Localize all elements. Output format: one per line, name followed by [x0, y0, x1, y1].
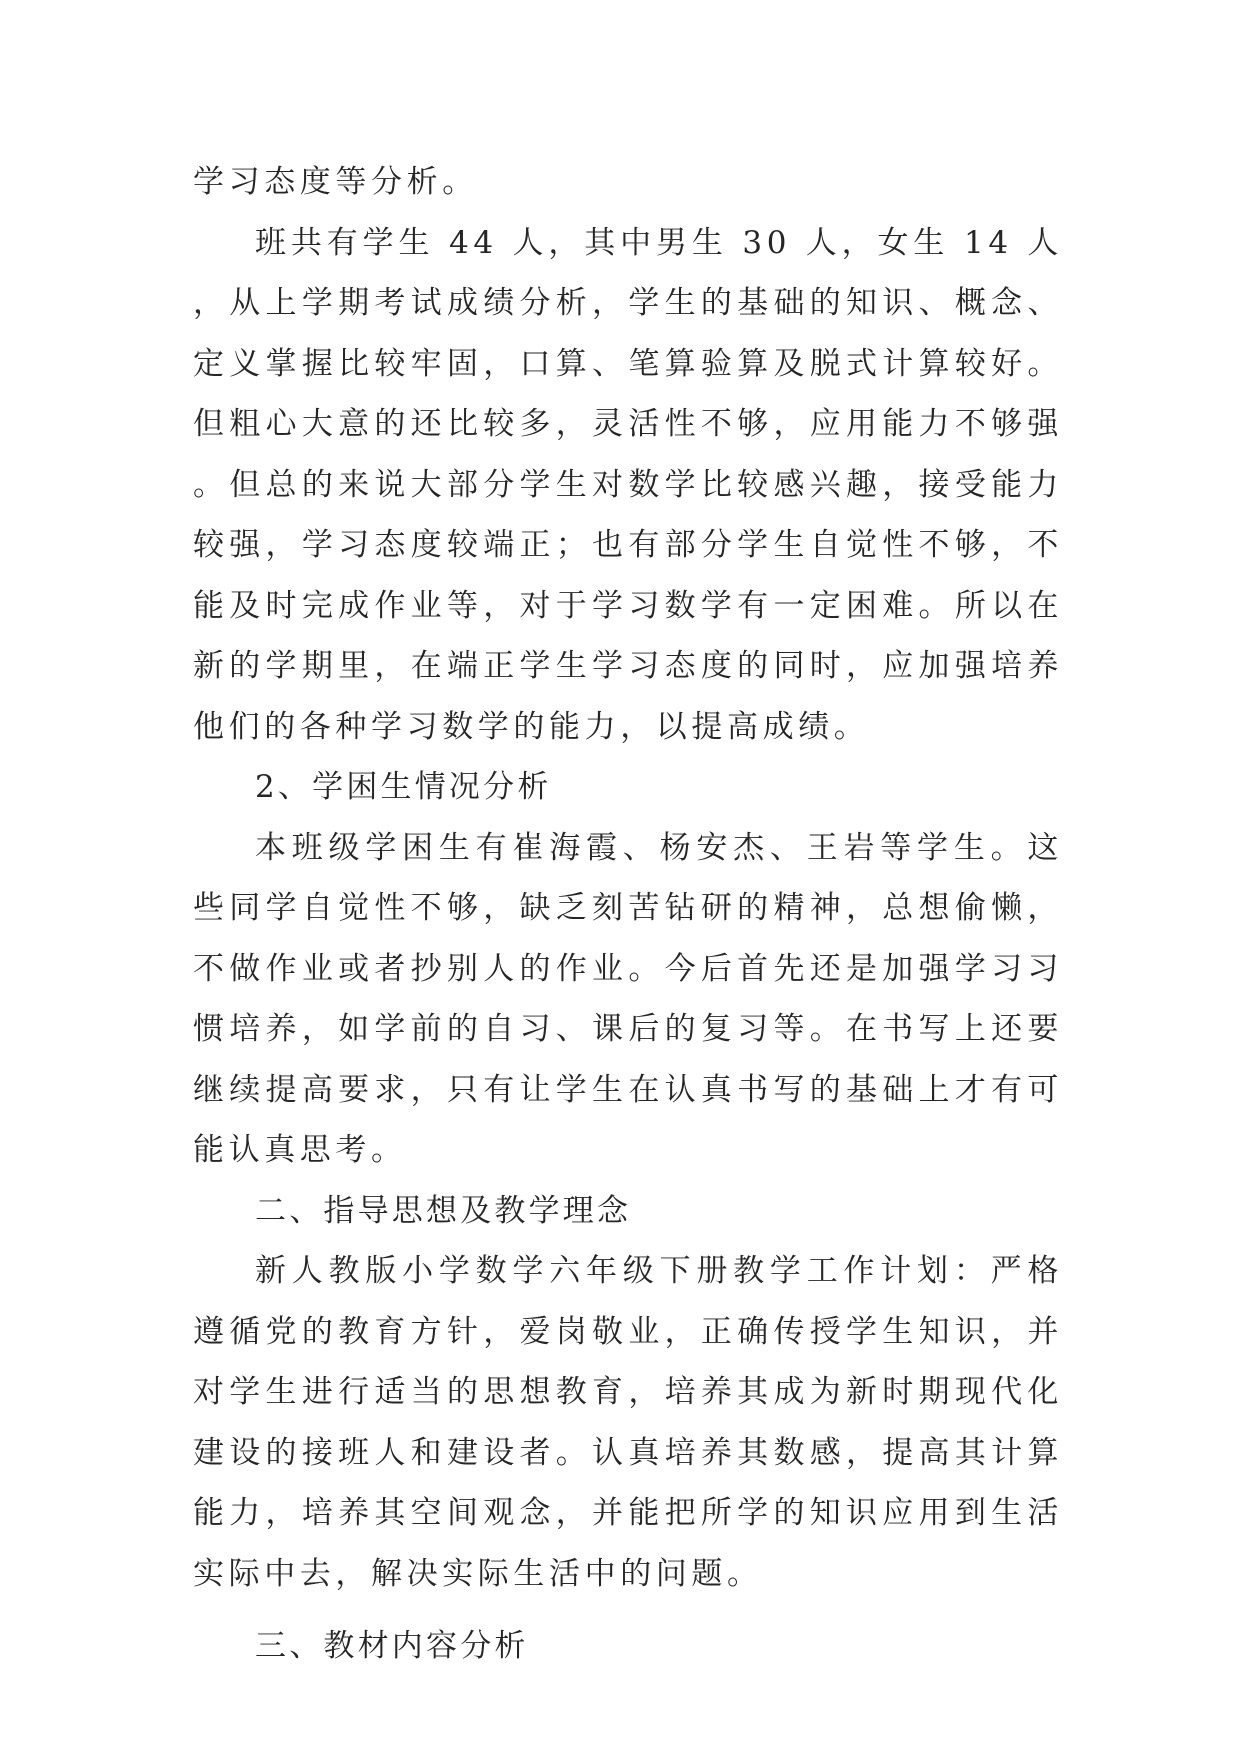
paragraph-guiding-ideology: 新人教版小学数学六年级下册教学工作计划：严格遵循党的教育方针，爱岗敬业，正确传授学生知识，并对学生进行适当的思想教育，培养其成为新时期现代化建设的接班人和建设者。认真培养其数感，提高其计算能力，培养其空间观念，并能把所学的知识应用到生活实际中去，解决实际生活中的问题。: [193, 1253, 1063, 1592]
heading-struggling-students: 2、学困生情况分析: [255, 769, 552, 805]
heading-guiding-ideology: 二、指导思想及教学理念: [255, 1192, 632, 1229]
paragraph-attitude-tail: 学习态度等分析。: [193, 164, 478, 200]
document-body: [193, 152, 1063, 1677]
heading-textbook-analysis: 三、教材内容分析: [255, 1628, 529, 1664]
paragraph-struggling-students: 本班级学困生有崔海霞、杨安杰、王岩等学生。这些同学自觉性不够，缺乏刻苦钻研的精神，总想偷懒，不做作业或者抄别人的作业。今后首先还是加强学习习惯培养，如学前的自习、课后的复习等。在书写上还要继续提高要求，只有让学生在认真书写的基础上才有可能认真思考。: [193, 829, 1063, 1168]
paragraph-class-overview: 班共有学生 44 人，其中男生 30 人，女生 14 人，从上学期考试成绩分析，学生的基础的知识、概念、定义掌握比较牢固，口算、笔算验算及脱式计算较好。但粗心大意的还比较多，灵活性不够，应用能力不够强。但总的来说大部分学生对数学比较感兴趣，接受能力较强，学习态度较端正；也有部分学生自觉性不够，不能及时完成作业等，对于学习数学有一定困难。所以在新的学期里，在端正学生学习态度的同时，应加强培养他们的各种学习数学的能力，以提高成绩。: [193, 224, 1063, 745]
